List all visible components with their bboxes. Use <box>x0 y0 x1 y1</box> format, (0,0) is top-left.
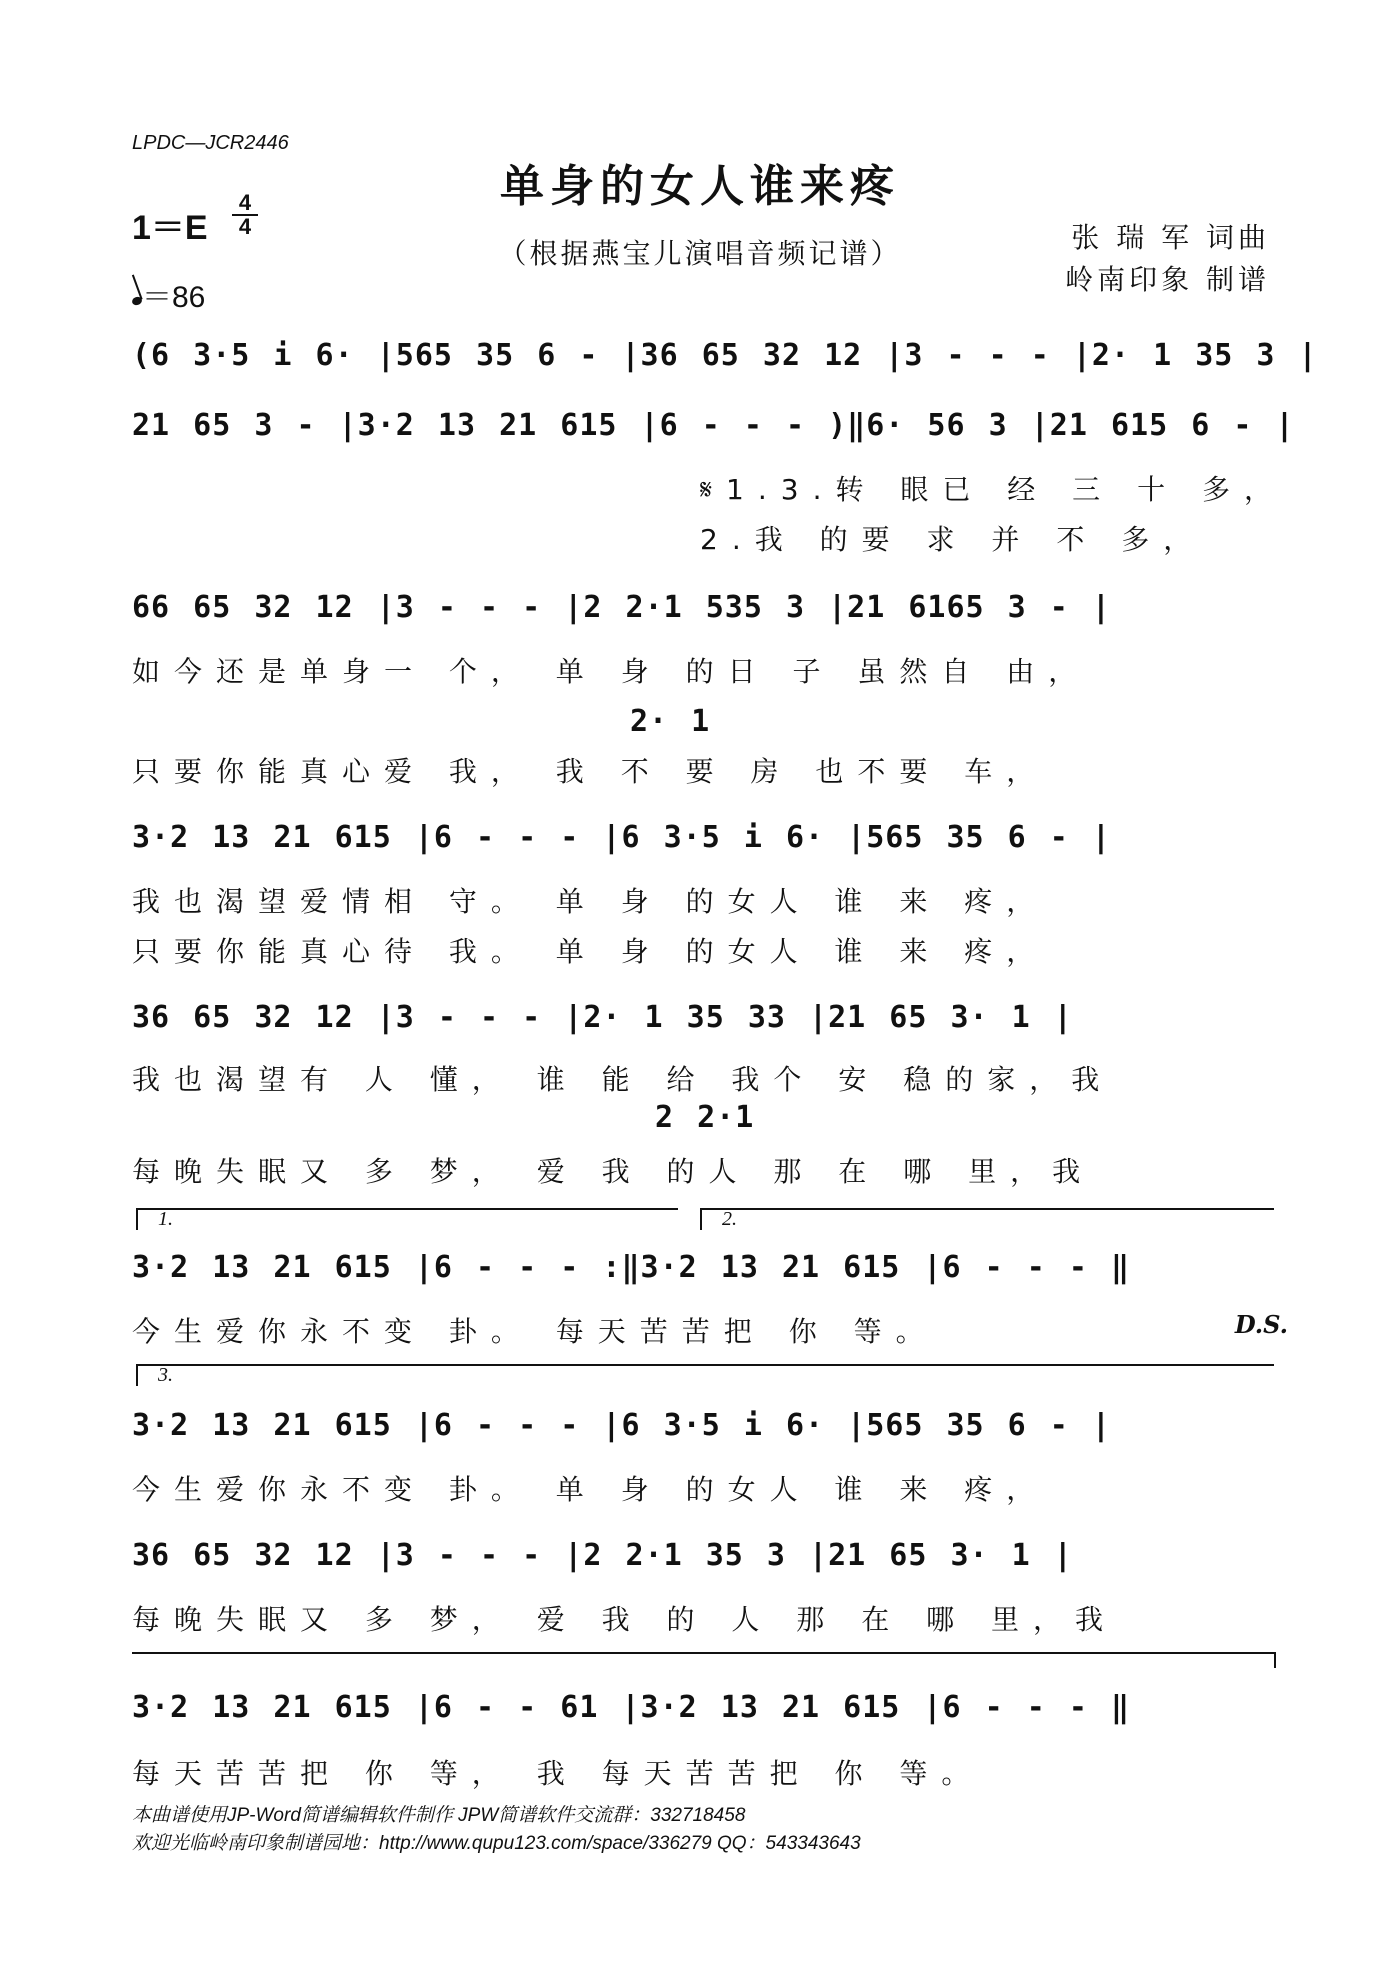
lyric-line-2a: 𝄋1.3.转 眼已 经 三 十 多， <box>700 473 1286 506</box>
volta-3 <box>136 1364 1274 1386</box>
lyric-line-2b: 2.我 的要 求 并 不 多， <box>700 523 1206 556</box>
tempo-value: ＝86 <box>142 281 206 314</box>
score-code: LPDC—JCR2446 <box>132 132 289 154</box>
lyric-line-4b: 只要你能真心待 我。 单 身 的女人 谁 来 疼， <box>132 935 1049 968</box>
lyric-line-8: 每晚失眠又 多 梦， 爱 我 的 人 那 在 哪 里，我 <box>132 1603 1118 1636</box>
composer-credit: 张 瑞 军 词曲 <box>1071 221 1270 254</box>
score-line-6: 3·2 13 21 615 |6 - - - :‖3·2 13 21 615 |6 - - - ‖ <box>132 1250 1131 1285</box>
time-signature <box>232 192 258 238</box>
score-line-4: 3·2 13 21 615 |6 - - - |6 3·5 i 6· |565 35 6 - | <box>132 820 1111 855</box>
meter-bottom: 4 <box>238 214 252 239</box>
alt-notes-3: 2· 1 <box>630 704 711 739</box>
footer-line-1: 本曲谱使用JP-Word简谱编辑软件制作 JPW简谱软件交流群：332718458 <box>132 1805 746 1826</box>
song-title: 单身的女人谁来疼 <box>500 161 900 212</box>
score-line-1: (6 3·5 i 6· |565 35 6 - |36 65 32 12 |3 - - - |2· 1 35 3 | <box>132 338 1318 373</box>
score-line-8: 36 65 32 12 |3 - - - |2 2·1 35 3 |21 65 3· 1 | <box>132 1538 1073 1573</box>
arranger-credit: 岭南印象 制谱 <box>1065 263 1270 296</box>
ending-bracket <box>132 1652 1276 1668</box>
tempo-marking <box>132 272 205 316</box>
lyric-line-3b: 只要你能真心爱 我， 我 不 要 房 也不要 车， <box>132 755 1049 788</box>
volta-2 <box>700 1208 1274 1230</box>
lyric-line-3a: 如今还是单身一 个， 单 身 的日 子 虽然自 由， <box>132 655 1091 688</box>
volta-1-label: 1. <box>158 1208 173 1230</box>
lyric-line-4a: 我也渴望爱情相 守。 单 身 的女人 谁 来 疼， <box>132 885 1049 918</box>
score-line-7: 3·2 13 21 615 |6 - - - |6 3·5 i 6· |565 35 6 - | <box>132 1408 1111 1443</box>
score-line-5: 36 65 32 12 |3 - - - |2· 1 35 33 |21 65 3· 1 | <box>132 1000 1073 1035</box>
volta-3-label: 3. <box>158 1364 173 1386</box>
volta-2-label: 2. <box>722 1208 737 1230</box>
score-line-2: 21 65 3 - |3·2 13 21 615 |6 - - - )‖6· 56 3 |21 615 6 - | <box>132 408 1295 443</box>
key-signature: 1＝E <box>132 209 208 247</box>
footer-line-2: 欢迎光临岭南印象制谱园地：http://www.qupu123.com/space/336279 QQ：543343643 <box>132 1833 861 1854</box>
score-line-9: 3·2 13 21 615 |6 - - 61 |3·2 13 21 615 |6 - - - ‖ <box>132 1690 1131 1725</box>
lyric-line-6: 今生爱你永不变 卦。 每天苦苦把 你 等。 <box>132 1315 938 1348</box>
dal-segno-marking: D.S. <box>1234 1310 1288 1339</box>
lyric-line-5b: 每晚失眠又 多 梦， 爱 我 的人 那 在 哪 里，我 <box>132 1155 1095 1188</box>
volta-1 <box>136 1208 678 1230</box>
lyric-line-5a: 我也渴望有 人 懂， 谁 能 给 我个 安 稳的家，我 <box>132 1063 1114 1096</box>
lyric-line-7: 今生爱你永不变 卦。 单 身 的女人 谁 来 疼， <box>132 1473 1049 1506</box>
lyric-line-9: 每天苦苦把 你 等， 我 每天苦苦把 你 等。 <box>132 1757 984 1790</box>
alt-notes-5: 2 2·1 <box>655 1100 755 1135</box>
meter-top: 4 <box>232 192 258 216</box>
song-subtitle: （根据燕宝儿演唱音频记谱） <box>498 237 902 270</box>
score-line-3: 66 65 32 12 |3 - - - |2 2·1 535 3 |21 6165 3 - | <box>132 590 1111 625</box>
